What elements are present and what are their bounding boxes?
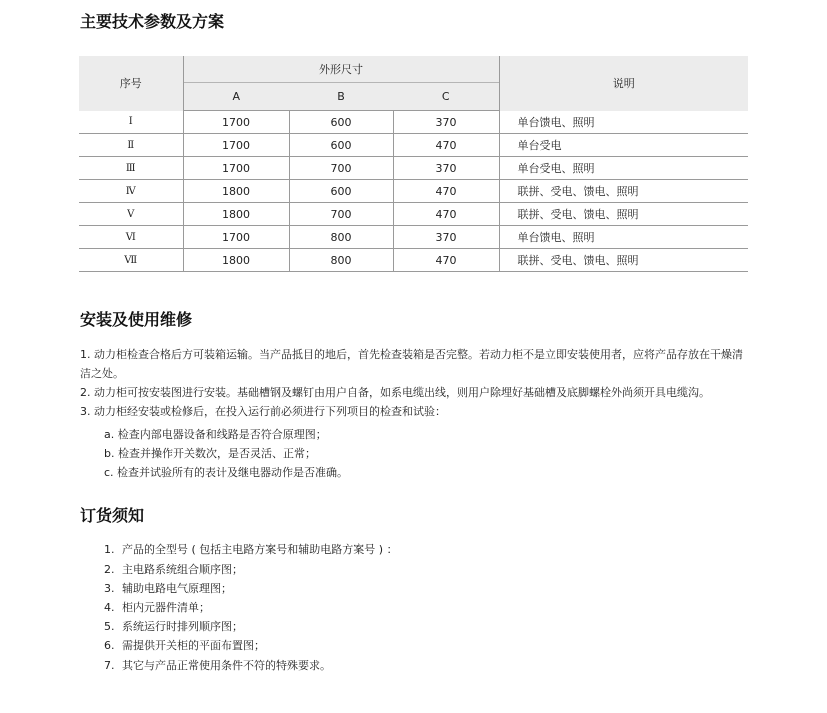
table-row	[79, 226, 748, 249]
order-item	[104, 637, 265, 653]
table-row	[79, 203, 748, 226]
cell-c: 470	[393, 180, 499, 203]
order-item-number: 3.	[104, 582, 115, 595]
installation-check-c: c. 检查并试验所有的表计及继电器动作是否准确。	[104, 466, 349, 479]
cell-a: 1700	[183, 134, 289, 157]
cell-c: 470	[393, 249, 499, 272]
header-b: B	[289, 83, 393, 111]
cell-index: Ⅴ	[79, 203, 183, 226]
order-item	[104, 618, 243, 634]
order-item-text: 主电路系统组合顺序图；	[122, 563, 243, 576]
header-dimensions: 外形尺寸	[183, 56, 499, 83]
cell-description: 联拼、受电、馈电、照明	[499, 203, 748, 226]
cell-b: 600	[289, 111, 393, 134]
order-item-text: 需提供开关柜的平面布置图；	[122, 639, 265, 652]
cell-b: 600	[289, 134, 393, 157]
order-item-number: 1.	[104, 543, 115, 556]
order-item-text: 柜内元器件清单；	[122, 601, 210, 614]
cell-a: 1700	[183, 226, 289, 249]
cell-b: 700	[289, 203, 393, 226]
cell-index: Ⅲ	[79, 157, 183, 180]
installation-check-a: a. 检查内部电器设备和线路是否符合原理图；	[104, 428, 327, 441]
table-row	[79, 134, 748, 157]
cell-b: 800	[289, 249, 393, 272]
table-row	[79, 157, 748, 180]
table-row	[79, 180, 748, 203]
cell-description: 单台受电	[499, 134, 748, 157]
cell-a: 1800	[183, 203, 289, 226]
cell-index: Ⅵ	[79, 226, 183, 249]
order-item	[104, 580, 232, 596]
table-row	[79, 249, 748, 272]
order-item-text: 辅助电路电气原理图；	[122, 582, 232, 595]
cell-b: 700	[289, 157, 393, 180]
order-item-number: 4.	[104, 601, 115, 614]
cell-c: 370	[393, 226, 499, 249]
installation-paragraph-2: 2. 动力柜可按安装图进行安装。基础槽钢及螺钉由用户自备，如系电缆出线，则用户除埋好基础槽及底脚螺栓外尚须开具电缆沟。	[80, 386, 710, 399]
cell-c: 470	[393, 134, 499, 157]
order-item	[104, 599, 210, 615]
order-item-text: 系统运行时排列顺序图；	[122, 620, 243, 633]
cell-description: 联拼、受电、馈电、照明	[499, 249, 748, 272]
order-item	[104, 541, 398, 557]
cell-description: 单台馈电、照明	[499, 111, 748, 134]
cell-c: 470	[393, 203, 499, 226]
order-item-number: 5.	[104, 620, 115, 633]
cell-description: 单台受电、照明	[499, 157, 748, 180]
header-a: A	[183, 83, 289, 111]
order-item	[104, 561, 243, 577]
order-item	[104, 657, 331, 673]
parameters-table	[79, 56, 748, 272]
order-item-number: 6.	[104, 639, 115, 652]
cell-c: 370	[393, 157, 499, 180]
order-item-number: 2.	[104, 563, 115, 576]
cell-index: Ⅳ	[79, 180, 183, 203]
order-item-text: 产品的全型号 ( 包括主电路方案号和辅助电路方案号 ) ：	[122, 543, 398, 556]
cell-a: 1800	[183, 249, 289, 272]
order-item-number: 7.	[104, 659, 115, 672]
cell-c: 370	[393, 111, 499, 134]
header-index: 序号	[79, 56, 183, 111]
cell-b: 600	[289, 180, 393, 203]
cell-a: 1700	[183, 111, 289, 134]
cell-index: Ⅶ	[79, 249, 183, 272]
section-title-ordering: 订货须知	[80, 506, 145, 525]
cell-a: 1800	[183, 180, 289, 203]
order-item-text: 其它与产品正常使用条件不符的特殊要求。	[122, 659, 331, 672]
header-description: 说明	[499, 56, 748, 111]
cell-description: 联拼、受电、馈电、照明	[499, 180, 748, 203]
installation-paragraph-1: 1. 动力柜检查合格后方可装箱运输。当产品抵目的地后，首先检查装箱是否完整。若动力柜不是立即安装使用者，应将产品存放在干燥清洁之处。	[80, 348, 743, 380]
installation-paragraph-3: 3. 动力柜经安装或检修后，在投入运行前必须进行下列项目的检查和试验：	[80, 405, 446, 418]
section-title-installation: 安装及使用维修	[80, 310, 193, 329]
cell-index: Ⅰ	[79, 111, 183, 134]
table-row	[79, 111, 748, 134]
section-title-parameters: 主要技术参数及方案	[80, 12, 225, 31]
cell-index: Ⅱ	[79, 134, 183, 157]
header-c: C	[393, 83, 499, 111]
cell-b: 800	[289, 226, 393, 249]
installation-check-b: b. 检查并操作开关数次，是否灵活、正常；	[104, 447, 316, 460]
cell-a: 1700	[183, 157, 289, 180]
cell-description: 单台馈电、照明	[499, 226, 748, 249]
